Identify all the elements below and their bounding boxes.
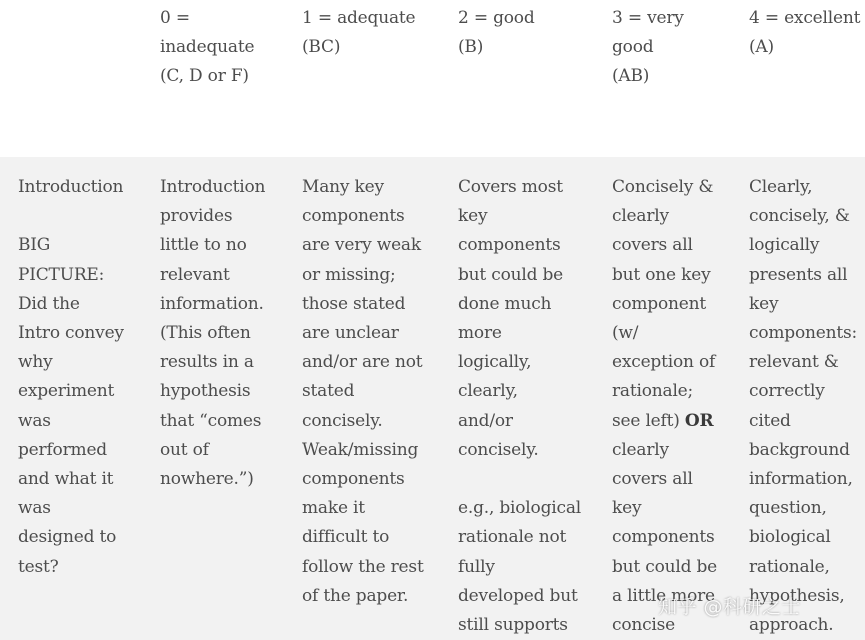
criterion-prompt-line: test? bbox=[18, 556, 59, 577]
rubric-text-line: components bbox=[458, 235, 561, 256]
rubric-text-line: but could be bbox=[612, 556, 718, 577]
rubric-text-line: presents all bbox=[749, 264, 848, 285]
rubric-text-line: concisely. bbox=[302, 410, 383, 431]
criterion-prompt-line: Did the bbox=[18, 293, 80, 314]
rubric-text-line: stated bbox=[302, 381, 355, 402]
example-text-line: fully bbox=[458, 556, 495, 577]
rubric-text-line: components bbox=[302, 206, 405, 227]
rubric-text-line: Concisely & bbox=[612, 177, 714, 197]
criterion-cell bbox=[18, 173, 152, 582]
rubric-cell-inadequate bbox=[160, 173, 296, 494]
rubric-text-line: (w/ bbox=[612, 323, 639, 344]
rubric-text-line: Covers most bbox=[458, 177, 563, 197]
rubric-text-line: covers all bbox=[612, 469, 693, 490]
or-emphasis: OR bbox=[684, 410, 714, 431]
paragraph-gap bbox=[458, 465, 606, 494]
rubric-text-line bbox=[612, 407, 742, 436]
grade-header-4 bbox=[749, 4, 865, 62]
rubric-text-line: that “comes bbox=[160, 410, 262, 431]
rubric-text-line: key bbox=[749, 293, 779, 314]
grade-letter: (A) bbox=[749, 37, 774, 58]
rubric-text-line: components bbox=[612, 527, 715, 548]
grade-label-line: 1 = adequate bbox=[302, 8, 416, 28]
rubric-text-line: done much bbox=[458, 293, 552, 314]
criterion-prompt-line: and what it bbox=[18, 469, 114, 490]
rubric-text-line: components: bbox=[749, 323, 858, 344]
rubric-text-line: correctly bbox=[749, 381, 825, 402]
rubric-text-line: rationale, bbox=[749, 556, 830, 577]
rubric-text-line: but could be bbox=[458, 264, 564, 285]
rubric-text-line: clearly, bbox=[458, 381, 518, 402]
criterion-prompt-line: BIG bbox=[18, 235, 51, 256]
grade-label-line: inadequate bbox=[160, 37, 255, 58]
grade-letter: (BC) bbox=[302, 37, 341, 58]
rubric-text-line: concise bbox=[612, 615, 676, 636]
rubric-text-line: logically bbox=[749, 235, 820, 256]
rubric-text-line: relevant bbox=[160, 264, 230, 285]
grade-letter: (C, D or F) bbox=[160, 66, 249, 87]
rubric-text-line: and/or are not bbox=[302, 352, 423, 373]
criterion-prompt-line: Intro convey bbox=[18, 323, 124, 343]
grade-header-0 bbox=[160, 4, 300, 92]
rubric-text-line: approach. bbox=[749, 615, 834, 636]
rubric-text-line: components bbox=[302, 469, 405, 490]
criterion-prompt-line: was bbox=[18, 498, 51, 519]
rubric-text-line: (This often bbox=[160, 323, 251, 344]
rubric-text-line: relevant & bbox=[749, 352, 839, 373]
rubric-text-line: concisely, & bbox=[749, 206, 850, 227]
grade-label-line: good bbox=[612, 37, 654, 58]
rubric-text-line: covers all bbox=[612, 235, 693, 256]
rubric-text-line: or missing; bbox=[302, 264, 396, 285]
rubric-text-line: difficult to bbox=[302, 527, 390, 548]
rubric-text-line: are unclear bbox=[302, 323, 399, 344]
rubric-text-line: Weak/missing bbox=[302, 439, 419, 460]
rubric-text-line: clearly bbox=[612, 206, 669, 227]
rubric-text-line: background bbox=[749, 439, 850, 460]
rubric-text-line: nowhere.”) bbox=[160, 469, 254, 490]
rubric-cell-good bbox=[458, 173, 606, 640]
criterion-title: Introduction bbox=[18, 177, 124, 197]
rubric-text-line: concisely. bbox=[458, 439, 539, 460]
rubric-text-line: hypothesis bbox=[160, 381, 251, 402]
example-text-line: e.g., biological bbox=[458, 498, 581, 519]
rubric-text-line: Clearly, bbox=[749, 177, 813, 197]
grade-header-2 bbox=[458, 4, 608, 62]
grade-label-line: 3 = very bbox=[612, 8, 684, 28]
criterion-prompt-line: why bbox=[18, 352, 53, 373]
rubric-text-line: results in a bbox=[160, 352, 254, 373]
rubric-text-line: make it bbox=[302, 498, 365, 519]
rubric-text-line: rationale; bbox=[612, 381, 694, 402]
example-text-line: still supports bbox=[458, 615, 568, 636]
criterion-prompt-line: PICTURE: bbox=[18, 264, 105, 285]
rubric-text-line: little to no bbox=[160, 235, 247, 256]
rubric-text-line: biological bbox=[749, 527, 831, 548]
rubric-text-line: follow the rest bbox=[302, 556, 424, 577]
grade-label-line: 2 = good bbox=[458, 8, 535, 28]
rubric-text-line: a little more bbox=[612, 585, 715, 606]
rubric-text-line: Introduction bbox=[160, 177, 266, 197]
rubric-text-line: Many key bbox=[302, 177, 384, 197]
rubric-text-line: key bbox=[458, 206, 488, 227]
rubric-text-line: component bbox=[612, 293, 706, 314]
criterion-prompt-line: was bbox=[18, 410, 51, 431]
rubric-text-fragment: see left) bbox=[612, 410, 680, 431]
rubric-text-line: clearly bbox=[612, 439, 669, 460]
criterion-prompt-line: performed bbox=[18, 439, 107, 460]
rubric-text-line: information, bbox=[749, 469, 853, 490]
grade-letter: (AB) bbox=[612, 66, 650, 87]
rubric-text-line: are very weak bbox=[302, 235, 421, 256]
example-text-line: rationale not bbox=[458, 527, 567, 548]
criterion-prompt-line: experiment bbox=[18, 381, 115, 402]
grade-label-line: 4 = excellent bbox=[749, 8, 861, 28]
paragraph-gap bbox=[18, 202, 152, 231]
zhihu-watermark: 知乎 @科研之士 bbox=[658, 596, 802, 618]
rubric-text-line: information. bbox=[160, 293, 264, 314]
rubric-cell-very-good bbox=[612, 173, 742, 640]
grade-header-3 bbox=[612, 4, 742, 92]
rubric-text-line: but one key bbox=[612, 264, 711, 285]
grade-header-1 bbox=[302, 4, 452, 62]
criterion-prompt-line: designed to bbox=[18, 527, 117, 548]
rubric-text-line: question, bbox=[749, 498, 827, 519]
rubric-text-line: key bbox=[612, 498, 642, 519]
rubric-text-line: and/or bbox=[458, 410, 513, 431]
rubric-text-line: hypothesis, bbox=[749, 585, 845, 606]
grade-label-line: 0 = bbox=[160, 8, 190, 28]
rubric-text-line: exception of bbox=[612, 352, 716, 373]
example-text-line: developed but bbox=[458, 585, 578, 606]
rubric-text-line: provides bbox=[160, 206, 233, 227]
rubric-cell-adequate bbox=[302, 173, 452, 611]
grade-letter: (B) bbox=[458, 37, 484, 58]
rubric-text-line: logically, bbox=[458, 352, 532, 373]
rubric-text-line: more bbox=[458, 323, 502, 344]
rubric-text-line: of the paper. bbox=[302, 585, 409, 606]
rubric-cell-excellent bbox=[749, 173, 863, 640]
rubric-text-line: cited bbox=[749, 410, 791, 431]
rubric-text-line: those stated bbox=[302, 293, 406, 314]
rubric-text-line: out of bbox=[160, 439, 209, 460]
